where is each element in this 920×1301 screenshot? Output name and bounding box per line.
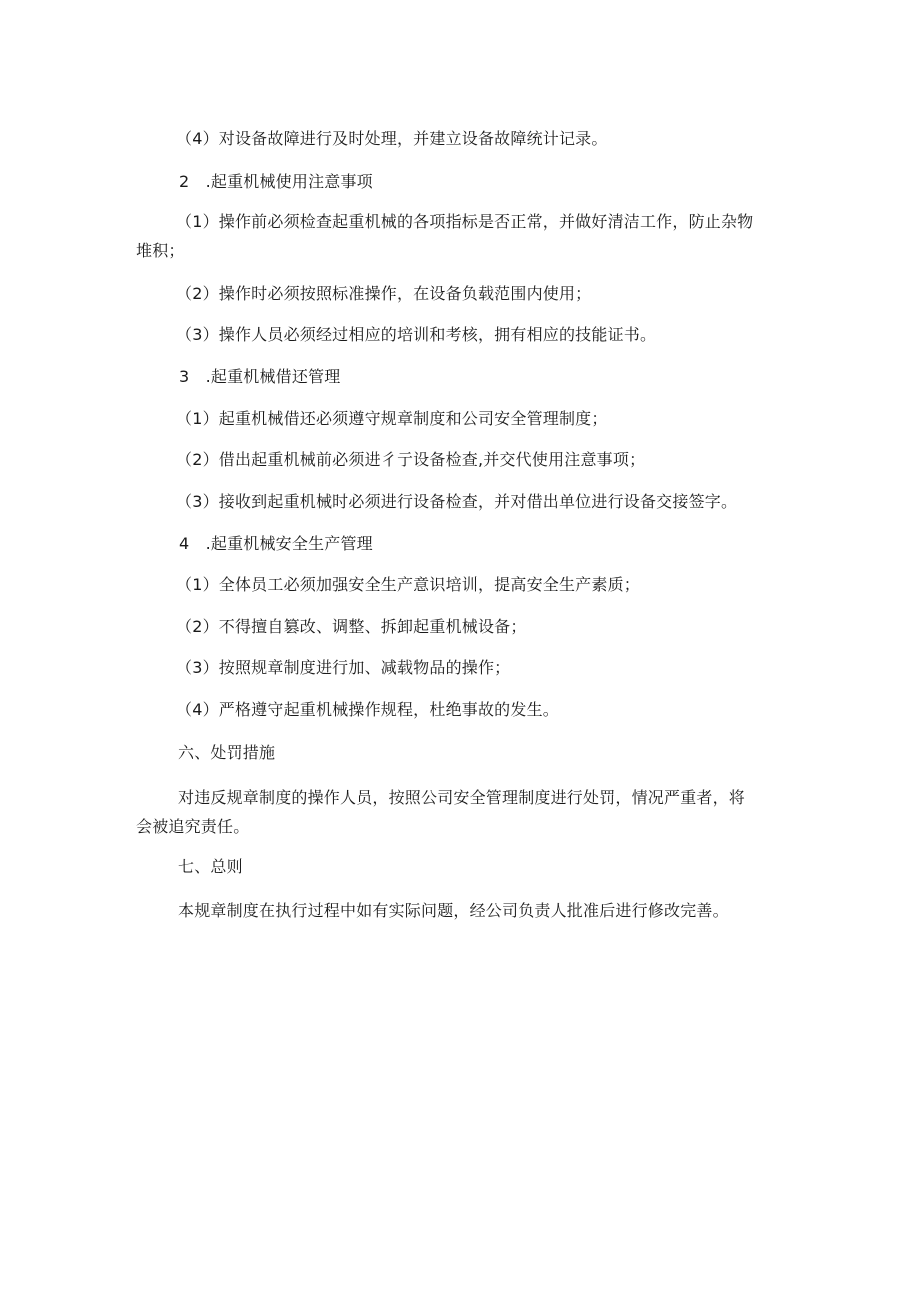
list-item-3-load-operation: （3）按照规章制度进行加、减载物品的操作；	[176, 658, 511, 677]
list-item-4-fault-handling: （4）对设备故障进行及时处理，并建立设备故障统计记录。	[176, 129, 608, 148]
list-item-1-pre-operation-check: （1）操作前必须检查起重机械的各项指标是否正常，并做好清洁工作，防止杂物	[176, 212, 754, 231]
section-heading-penalties: 六、处罚措施	[178, 743, 276, 762]
section-heading-2-usage-notes: 2 .起重机械使用注意事项	[179, 172, 373, 191]
list-item-1-borrow-rules: （1）起重机械借还必须遵守规章制度和公司安全管理制度；	[176, 409, 608, 428]
list-item-3-operator-training: （3）操作人员必须经过相应的培训和考核，拥有相应的技能证书。	[176, 325, 657, 344]
section-heading-4-safety-management: 4 .起重机械安全生产管理	[179, 534, 373, 553]
list-item-2-standard-operation: （2）操作时必须按照标准操作，在设备负载范围内使用；	[176, 284, 592, 303]
penalty-paragraph: 对违反规章制度的操作人员，按照公司安全管理制度进行处罚，情况严重者，将	[178, 788, 746, 807]
list-item-2-no-tampering: （2）不得擅自篡改、调整、拆卸起重机械设备；	[176, 617, 527, 636]
penalty-paragraph-cont: 会被追究责任。	[136, 817, 250, 836]
general-provisions-paragraph: 本规章制度在执行过程中如有实际问题，经公司负责人批准后进行修改完善。	[178, 901, 729, 920]
list-item-1-safety-training: （1）全体员工必须加强安全生产意识培训，提高安全生产素质；	[176, 575, 640, 594]
section-heading-general-provisions: 七、总则	[178, 857, 243, 876]
list-item-3-receive-inspection: （3）接收到起重机械时必须进行设备检查，并对借出单位进行设备交接签字。	[176, 492, 738, 511]
list-item-1-pre-operation-check-cont: 堆积；	[136, 241, 185, 260]
list-item-2-lend-inspection: （2）借出起重机械前必须进彳亍设备检查,并交代使用注意事项；	[176, 450, 646, 469]
list-item-4-follow-procedures: （4）严格遵守起重机械操作规程，杜绝事故的发生。	[176, 700, 559, 719]
section-heading-3-borrow-return: 3 .起重机械借还管理	[179, 367, 341, 386]
